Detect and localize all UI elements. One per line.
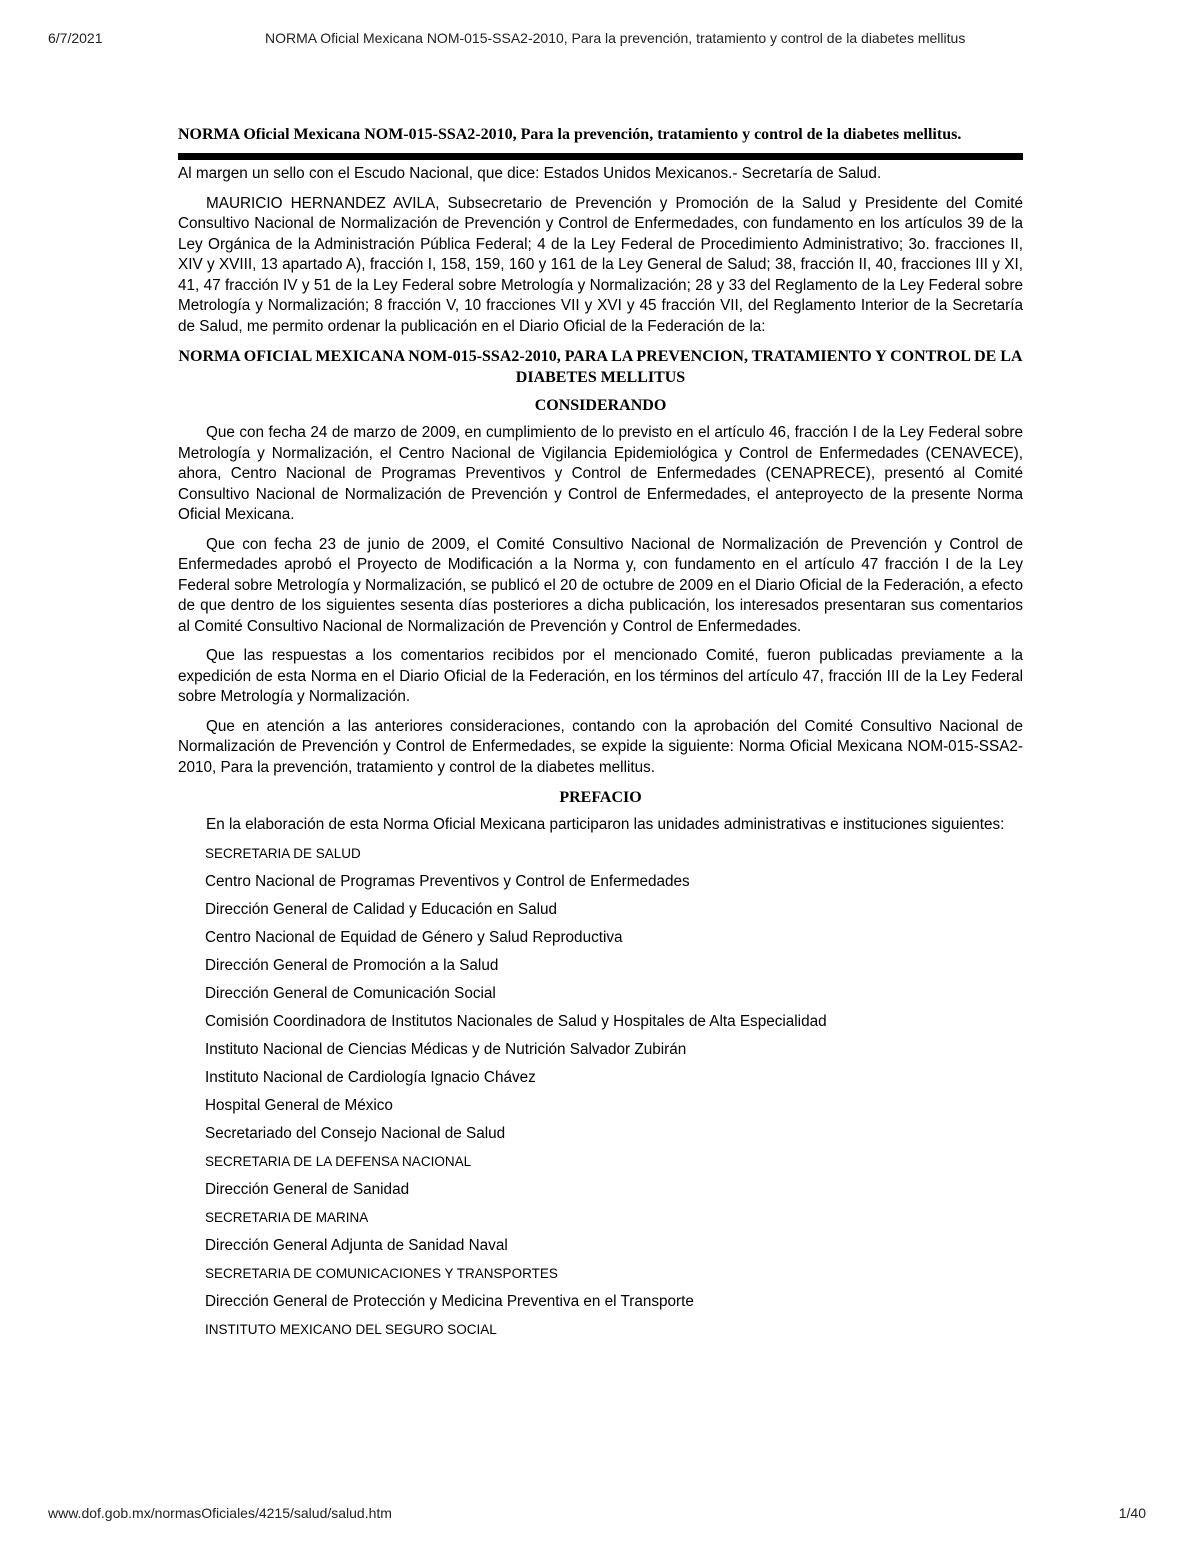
considerando-heading: CONSIDERANDO xyxy=(534,397,667,414)
list-item: SECRETARIA DE SALUD xyxy=(205,845,361,861)
title-rule xyxy=(178,153,1023,160)
list-item: Centro Nacional de Equidad de Género y Salud Reproductiva xyxy=(205,928,623,946)
list-item: Instituto Nacional de Ciencias Médicas y de Nutrición Salvador Zubirán xyxy=(205,1040,687,1058)
list-item: Comisión Coordinadora de Institutos Nacionales de Salud y Hospitales de Alta Especialidad xyxy=(205,1012,827,1030)
list-item: Instituto Nacional de Cardiología Ignacio Chávez xyxy=(205,1068,536,1086)
list-item: Dirección General de Calidad y Educación en Salud xyxy=(205,900,558,918)
print-page-title: NORMA Oficial Mexicana NOM-015-SSA2-2010, Para la prevención, tratamiento y control de la diabetes mellitus xyxy=(265,30,966,46)
margin-note: Al margen un sello con el Escudo Nacional, que dice: Estados Unidos Mexicanos.- Secretaría de Salud. xyxy=(178,165,882,182)
print-url: www.dof.gob.mx/normasOficiales/4215/salud/salud.htm xyxy=(48,1505,392,1521)
list-item: SECRETARIA DE LA DEFENSA NACIONAL xyxy=(205,1153,472,1169)
prefacio-intro: En la elaboración de esta Norma Oficial Mexicana participaron las unidades administrativas e instituciones siguientes: xyxy=(206,816,1005,833)
considerando-paragraph: Que con fecha 23 de junio de 2009, el Comité Consultivo Nacional de Normalización de Prevención y Control de Enfermedades aprobó el Proyecto de Modificación a la Norma y, con fundamento en el artículo 47 fracción I de la Ley Federal sobre Metrología y Normalización, se publicó el 20 de octubre de 2009 en el Diario Oficial de la Federación, a efecto de que dentro de los siguientes sesenta días posteriores a dicha publicación, los interesados presentaran sus comentarios al Comité Consultivo Nacional de Normalización de Prevención y Control de Enfermedades. xyxy=(178,535,1023,635)
list-item: Dirección General de Sanidad xyxy=(205,1180,410,1198)
print-date: 6/7/2021 xyxy=(48,30,103,46)
list-item: INSTITUTO MEXICANO DEL SEGURO SOCIAL xyxy=(205,1321,497,1337)
document-title: NORMA Oficial Mexicana NOM-015-SSA2-2010, Para la prevención, tratamiento y control de la diabetes mellitus. xyxy=(178,126,962,143)
considerando-paragraph: Que las respuestas a los comentarios recibidos por el mencionado Comité, fueron publicadas previamente a la expedición de esta Norma en el Diario Oficial de la Federación, en los términos del artículo 47, fracción III de la Ley Federal sobre Metrología y Normalización. xyxy=(178,647,1023,705)
norm-heading: NORMA OFICIAL MEXICANA NOM-015-SSA2-2010, PARA LA PREVENCION, TRATAMIENTO Y CONTROL DE LA DIABETES MELLITUS xyxy=(178,348,1023,386)
list-item: Dirección General de Promoción a la Salud xyxy=(205,956,499,974)
preamble-paragraph: MAURICIO HERNANDEZ AVILA, Subsecretario de Prevención y Promoción de la Salud y Presidente del Comité Consultivo Nacional de Normalización de Prevención y Control de Enfermedades, con fundamento en los artículos 39 de la Ley Orgánica de la Administración Pública Federal; 4 de la Ley Federal de Procedimiento Administrativo; 3o. fracciones II, XIV y XVIII, 13 apartado A), fracción I, 158, 159, 160 y 161 de la Ley General de Salud; 38, fracción II, 40, fracciones III y XI, 41, 47 fracción IV y 51 de la Ley Federal sobre Metrología y Normalización; 28 y 33 del Reglamento de la Ley Federal sobre Metrología y Normalización; 8 fracción V, 10 fracciones VII y XVI y 45 fracción VII, del Reglamento Interior de la Secretaría de Salud, me permito ordenar la publicación en el Diario Oficial de la Federación de la: xyxy=(178,194,1023,335)
list-item: Hospital General de México xyxy=(205,1096,393,1114)
list-item: Dirección General de Protección y Medicina Preventiva en el Transporte xyxy=(205,1292,694,1310)
list-item: SECRETARIA DE MARINA xyxy=(205,1209,369,1225)
list-item: Dirección General Adjunta de Sanidad Naval xyxy=(205,1236,508,1254)
list-item: Centro Nacional de Programas Preventivos y Control de Enfermedades xyxy=(205,872,690,890)
list-item: Secretariado del Consejo Nacional de Salud xyxy=(205,1124,506,1142)
considerando-paragraph: Que en atención a las anteriores consideraciones, contando con la aprobación del Comité Consultivo Nacional de Normalización de Prevención y Control de Enfermedades, se expide la siguiente: Norma Oficial Mexicana NOM-015-SSA2-2010, Para la prevención, tratamiento y control de la diabetes mellitus. xyxy=(178,717,1023,776)
document-body xyxy=(178,124,1023,1349)
page-number: 1/40 xyxy=(1118,1505,1146,1521)
list-item: SECRETARIA DE COMUNICACIONES Y TRANSPORTES xyxy=(205,1265,558,1281)
considerando-paragraph: Que con fecha 24 de marzo de 2009, en cumplimiento de lo previsto en el artículo 46, fracción I de la Ley Federal sobre Metrología y Normalización, el Centro Nacional de Vigilancia Epidemiológica y Control de Enfermedades (CENAVECE), ahora, Centro Nacional de Programas Preventivos y Control de Enfermedades (CENAPRECE), presentó al Comité Consultivo Nacional de Normalización de Prevención y Control de Enfermedades, el anteproyecto de la presente Norma Oficial Mexicana. xyxy=(178,424,1023,523)
list-item: Dirección General de Comunicación Social xyxy=(205,984,496,1002)
prefacio-heading: PREFACIO xyxy=(559,789,642,806)
institution-list xyxy=(178,845,1023,1349)
